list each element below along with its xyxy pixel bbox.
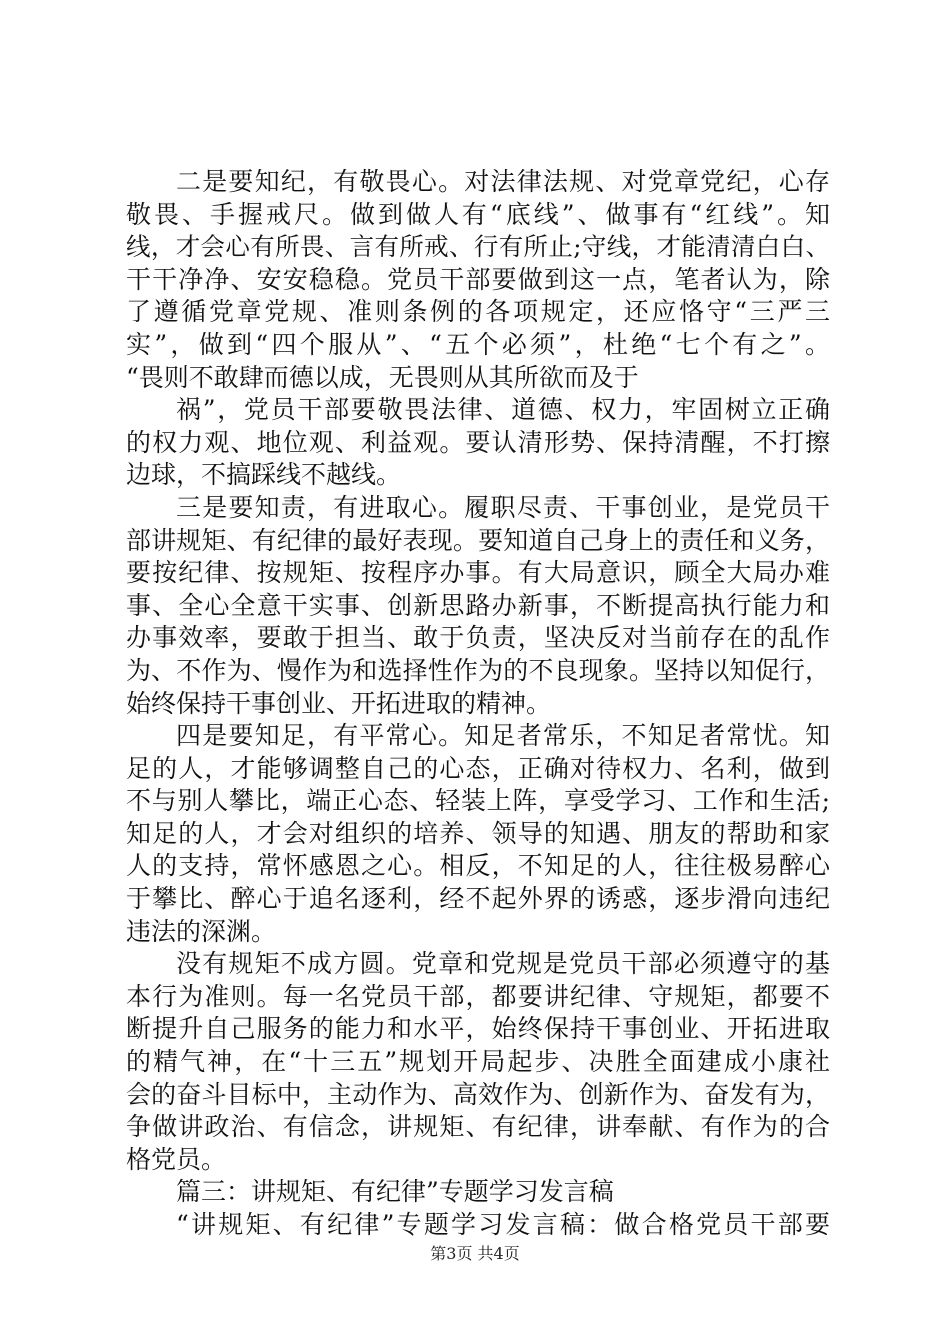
text-line: 人的支持，常怀感恩之心。相反，不知足的人，往往极易醉心 [126,851,830,881]
document-body [126,166,830,1242]
text-line: 事、全心全意干实事、创新思路办新事，不断提高执行能力和 [126,590,830,620]
text-line: 篇三：讲规矩、有纪律”专题学习发言稿 [176,1177,614,1207]
text-line: 本行为准则。每一名党员干部，都要讲纪律、守规矩，都要不 [126,981,830,1011]
text-line: 部讲规矩、有纪律的最好表现。要知道自己身上的责任和义务， [126,525,830,555]
text-line: 二是要知纪，有敬畏心。对法律法规、对党章党纪，心存 [176,167,830,196]
text-line: 办事效率，要敢于担当、敢于负责，坚决反对当前存在的乱作 [126,623,830,653]
page-footer: 第3页 共4页 [430,1244,520,1263]
text-line: 实”，做到“四个服从”、“五个必须”，杜绝“七个有之”。 [126,329,830,359]
text-line: 的精气神，在“十三五”规划开局起步、决胜全面建成小康社 [126,1047,830,1077]
text-line: 不与别人攀比，端正心态、轻装上阵，享受学习、工作和生活; [126,786,830,816]
text-line: 知足的人，才会对组织的培养、领导的知遇、朋友的帮助和家 [126,818,830,848]
text-line: 始终保持干事创业、开拓进取的精神。 [126,688,552,718]
text-line: 没有规矩不成方圆。党章和党规是党员干部必须遵守的基 [176,949,830,979]
text-line: 违法的深渊。 [126,916,277,946]
text-line: 敬畏、手握戒尺。做到做人有“底线”、做事有“红线”。知 [126,199,830,229]
text-line: “讲规矩、有纪律”专题学习发言稿：做合格党员干部要 [176,1210,830,1239]
text-line: 三是要知责，有进取心。履职尽责、干事创业，是党员干 [176,492,830,522]
text-line: “畏则不敢肆而德以成，无畏则从其所欲而及于 [126,362,639,392]
text-line: 断提升自己服务的能力和水平，始终保持干事创业、开拓进取 [126,1014,830,1044]
text-line: 线，才会心有所畏、言有所戒、行有所止;守线，才能清清白白、 [126,232,830,262]
text-line: 要按纪律、按规矩、按程序办事。有大局意识，顾全大局办难 [126,558,830,588]
text-line: 会的奋斗目标中，主动作为、高效作为、创新作为、奋发有为， [126,1079,830,1109]
text-line: 格党员。 [126,1144,227,1174]
text-line: 足的人，才能够调整自己的心态，正确对待权力、名利，做到 [126,753,830,783]
text-line: 四是要知足，有平常心。知足者常乐，不知足者常忧。知 [176,721,830,751]
text-line: 争做讲政治、有信念，讲规矩、有纪律，讲奉献、有作为的合 [126,1112,830,1142]
text-line: 的权力观、地位观、利益观。要认清形势、保持清醒，不打擦 [126,427,830,457]
text-line: 边球，不搞踩线不越线。 [126,460,402,490]
text-line: 了遵循党章党规、准则条例的各项规定，还应恪守“三严三 [126,297,830,327]
text-line: 祸”，党员干部要敬畏法律、道德、权力，牢固树立正确 [176,395,830,425]
text-line: 干干净净、安安稳稳。党员干部要做到这一点，笔者认为，除 [126,264,830,294]
text-line: 为、不作为、慢作为和选择性作为的不良现象。坚持以知促行， [126,655,830,685]
text-line: 于攀比、醉心于追名逐利，经不起外界的诱惑，逐步滑向违纪 [126,884,830,914]
